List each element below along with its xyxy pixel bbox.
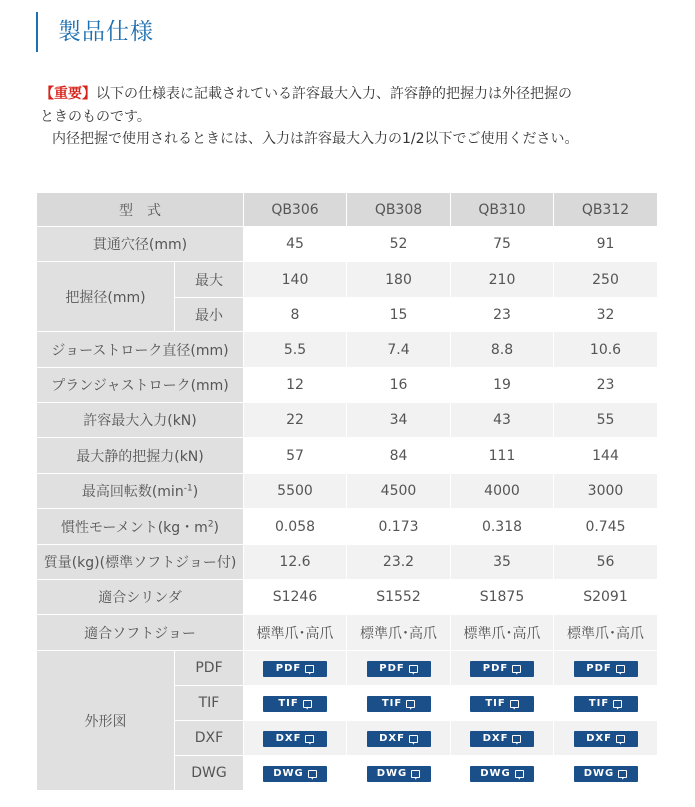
download-icon xyxy=(512,735,521,743)
important-notice xyxy=(40,83,680,151)
table-row xyxy=(37,368,658,403)
table-row xyxy=(37,262,658,298)
cell-value: 250 xyxy=(554,262,658,298)
cell-value: 91 xyxy=(554,227,658,262)
download-icon xyxy=(305,665,314,673)
table-row xyxy=(37,615,658,651)
model-header-qb306: QB306 xyxy=(244,193,347,227)
cell-value: 57 xyxy=(244,438,347,474)
download-icon xyxy=(305,735,314,743)
cell-value: S2091 xyxy=(554,580,658,615)
drawing-cell xyxy=(554,651,658,686)
row-label: 適合シリンダ xyxy=(37,580,244,615)
download-button-label: TIF xyxy=(381,698,403,710)
label-superscript: 2 xyxy=(207,518,214,529)
row-label: 慣性モーメント(kg・$m^2$) xyxy=(37,509,244,545)
cell-value: 32 xyxy=(554,298,658,332)
download-icon xyxy=(406,700,415,708)
drawing-cell xyxy=(244,686,347,721)
drawing-cell xyxy=(451,721,554,756)
download-button-label: DXF xyxy=(379,733,405,745)
cell-value: 35 xyxy=(451,545,554,580)
cell-value: 75 xyxy=(451,227,554,262)
drawing-cell xyxy=(244,721,347,756)
model-header-qb308: QB308 xyxy=(347,193,451,227)
download-dwg-qb306-button[interactable] xyxy=(263,766,327,782)
table-row xyxy=(37,580,658,615)
cell-value: 15 xyxy=(347,298,451,332)
model-header-qb310: QB310 xyxy=(451,193,554,227)
download-icon xyxy=(512,665,521,673)
table-row xyxy=(37,509,658,545)
download-pdf-qb312-button[interactable] xyxy=(574,661,638,677)
download-icon xyxy=(616,735,625,743)
download-button-label: DWG xyxy=(583,768,615,780)
download-pdf-qb310-button[interactable] xyxy=(470,661,534,677)
table-row xyxy=(37,227,658,262)
download-button-label: PDF xyxy=(275,663,302,675)
cell-value: 23 xyxy=(554,368,658,403)
cell-value: 標準爪･高爪 xyxy=(244,615,347,651)
notice-line-2: 内径把握で使用されるときには、入力は許容最大入力の1/2以下でご使用ください。 xyxy=(52,131,579,147)
page-title: 製品仕様 xyxy=(58,19,154,45)
row-label: 最大静的把握力(kN) xyxy=(37,438,244,474)
cell-value: 34 xyxy=(347,403,451,438)
row-label: 許容最大入力(kN) xyxy=(37,403,244,438)
cell-value: 0.173 xyxy=(347,509,451,545)
download-button-label: PDF xyxy=(586,663,612,675)
cell-value: 4000 xyxy=(451,474,554,509)
download-tif-qb308-button[interactable] xyxy=(367,696,431,712)
table-row xyxy=(37,438,658,474)
drawing-format-label: TIF xyxy=(175,686,244,721)
cell-value: 140 xyxy=(244,262,347,298)
cell-value: 16 xyxy=(347,368,451,403)
cell-value: 52 xyxy=(347,227,451,262)
cell-value: 4500 xyxy=(347,474,451,509)
drawing-format-label: DXF xyxy=(175,721,244,756)
download-dwg-qb312-button[interactable] xyxy=(574,766,638,782)
cell-value: 144 xyxy=(554,438,658,474)
row-sublabel: 最大 xyxy=(175,262,244,298)
table-row-drawing-pdf xyxy=(37,651,658,686)
important-label: 【重要】 xyxy=(40,86,96,102)
download-button-label: TIF xyxy=(588,698,610,710)
drawing-format-label: DWG xyxy=(175,756,244,791)
cell-value: 8 xyxy=(244,298,347,332)
notice-line-1 xyxy=(40,83,680,106)
cell-value: 標準爪･高爪 xyxy=(451,615,554,651)
cell-value: 180 xyxy=(347,262,451,298)
cell-value: 標準爪･高爪 xyxy=(347,615,451,651)
download-dxf-qb310-button[interactable] xyxy=(470,731,534,747)
drawing-cell xyxy=(451,756,554,791)
table-row xyxy=(37,403,658,438)
drawing-cell xyxy=(554,721,658,756)
drawing-cell xyxy=(244,651,347,686)
download-button-label: DXF xyxy=(586,733,612,745)
notice-text-1: 以下の仕様表に記載されている許容最大入力、許容静的把握力は外径把握の xyxy=(96,86,572,102)
cell-value: 84 xyxy=(347,438,451,474)
cell-value: 23.2 xyxy=(347,545,451,580)
download-dxf-qb312-button[interactable] xyxy=(574,731,638,747)
model-header-label: 型 式 xyxy=(37,193,244,227)
download-tif-qb310-button[interactable] xyxy=(470,696,534,712)
download-icon xyxy=(411,770,420,778)
cell-value: 12.6 xyxy=(244,545,347,580)
drawing-cell xyxy=(554,756,658,791)
download-button-label: PDF xyxy=(379,663,405,675)
download-dxf-qb306-button[interactable] xyxy=(263,731,327,747)
download-dwg-qb310-button[interactable] xyxy=(470,766,534,782)
row-label: 把握径(mm) xyxy=(37,262,175,332)
model-header-qb312: QB312 xyxy=(554,193,658,227)
row-label: 質量(kg)(標準ソフトジョー付) xyxy=(37,545,244,580)
drawing-cell xyxy=(347,651,451,686)
cell-value: 0.745 xyxy=(554,509,658,545)
cell-value: 8.8 xyxy=(451,332,554,368)
cell-value: 0.318 xyxy=(451,509,554,545)
download-icon xyxy=(510,700,519,708)
download-button-label: DXF xyxy=(275,733,302,745)
row-label: 適合ソフトジョー xyxy=(37,615,244,651)
cell-value: 45 xyxy=(244,227,347,262)
cell-value: 43 xyxy=(451,403,554,438)
download-icon xyxy=(303,700,312,708)
cell-value: 111 xyxy=(451,438,554,474)
cell-value: 5.5 xyxy=(244,332,347,368)
cell-value: 22 xyxy=(244,403,347,438)
row-sublabel: 最小 xyxy=(175,298,244,332)
download-icon xyxy=(515,770,524,778)
cell-value: S1246 xyxy=(244,580,347,615)
row-label: 貫通穴径(mm) xyxy=(37,227,244,262)
cell-value: 210 xyxy=(451,262,554,298)
drawing-label: 外形図 xyxy=(37,651,175,791)
row-label: 最高回転数$(\min^{-1})$ xyxy=(37,474,244,509)
drawing-format-label: PDF xyxy=(175,651,244,686)
notice-line-1b: ときのものです。 xyxy=(40,108,151,125)
row-label: プランジャストローク(mm) xyxy=(37,368,244,403)
download-icon xyxy=(409,665,418,673)
download-pdf-qb306-button[interactable] xyxy=(263,661,327,677)
drawing-cell xyxy=(451,686,554,721)
cell-value: 3000 xyxy=(554,474,658,509)
download-icon xyxy=(616,665,625,673)
cell-value: 標準爪･高爪 xyxy=(554,615,658,651)
label-superscript: -1 xyxy=(183,483,193,494)
drawing-cell xyxy=(451,651,554,686)
table-row xyxy=(37,545,658,580)
drawing-cell xyxy=(347,721,451,756)
download-button-label: TIF xyxy=(278,698,299,710)
cell-value: S1875 xyxy=(451,580,554,615)
cell-value: 55 xyxy=(554,403,658,438)
download-button-label: TIF xyxy=(485,698,506,710)
download-icon xyxy=(618,770,627,778)
drawing-cell xyxy=(244,756,347,791)
download-dxf-qb308-button[interactable] xyxy=(367,731,431,747)
download-button-label: DWG xyxy=(480,768,511,780)
download-icon xyxy=(308,770,317,778)
table-row xyxy=(37,474,658,509)
cell-value: 0.058 xyxy=(244,509,347,545)
cell-value: 5500 xyxy=(244,474,347,509)
drawing-cell xyxy=(554,686,658,721)
download-button-label: DWG xyxy=(273,768,304,780)
download-button-label: DXF xyxy=(482,733,509,745)
download-button-label: DWG xyxy=(376,768,408,780)
cell-value: 10.6 xyxy=(554,332,658,368)
cell-value: S1552 xyxy=(347,580,451,615)
cell-value: 56 xyxy=(554,545,658,580)
cell-value: 19 xyxy=(451,368,554,403)
table-row xyxy=(37,332,658,368)
cell-value: 12 xyxy=(244,368,347,403)
table-header-row xyxy=(37,193,658,227)
download-tif-qb312-button[interactable] xyxy=(574,696,638,712)
drawing-cell xyxy=(347,756,451,791)
cell-value: 7.4 xyxy=(347,332,451,368)
cell-value: 23 xyxy=(451,298,554,332)
download-icon xyxy=(613,700,622,708)
drawing-cell xyxy=(347,686,451,721)
download-tif-qb306-button[interactable] xyxy=(263,696,327,712)
row-label: ジョーストローク直径(mm) xyxy=(37,332,244,368)
download-dwg-qb308-button[interactable] xyxy=(367,766,431,782)
download-icon xyxy=(409,735,418,743)
page-title-block xyxy=(36,12,154,52)
spec-table xyxy=(36,192,658,791)
download-button-label: PDF xyxy=(482,663,509,675)
download-pdf-qb308-button[interactable] xyxy=(367,661,431,677)
